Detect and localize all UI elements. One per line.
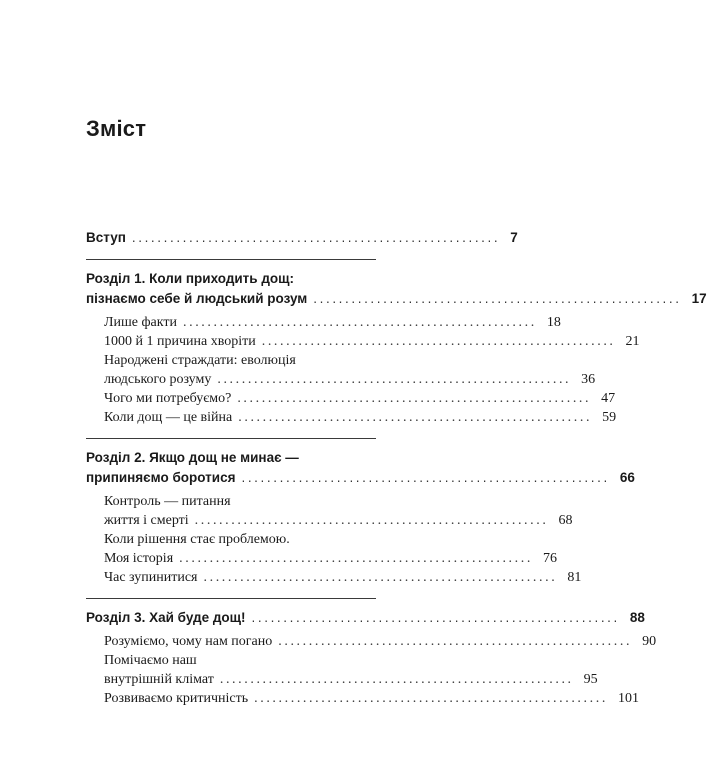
dot-leader: .......................................................... [278,634,633,649]
toc-subentry[interactable] [104,632,657,651]
toc-subentry[interactable] [86,492,573,530]
toc-page-number: 7 [510,230,518,245]
toc-subentry-title: Лише факти [104,315,177,330]
toc-subentry-title-line: Коли рішення стає проблемою. [104,532,290,547]
toc-subentry-title-line: Помічаємо наш [104,653,197,668]
toc-subentry[interactable] [104,689,639,708]
toc-chapter-3[interactable] [86,608,645,628]
toc-subentry-title: Чого ми потребуємо? [104,391,232,406]
dot-leader: .......................................................... [131,230,501,245]
toc-subentry-title: Розуміємо, чому нам погано [104,634,273,649]
toc-subentry-title-line: Народжені страждати: еволюція [104,353,296,368]
dot-leader: .......................................................... [254,691,608,706]
toc-page-number: 81 [567,570,582,585]
toc-subentry-title: Коли дощ — це війна [104,410,233,425]
dot-leader: .......................................................... [194,513,549,528]
toc-entry-intro[interactable] [86,228,518,248]
toc-subentry[interactable] [104,568,582,587]
toc-page-number: 21 [625,334,640,349]
toc-page-number: 17 [691,291,707,306]
toc-page-number: 76 [542,551,557,566]
dot-leader: .......................................................... [237,391,592,406]
toc-page-number: 68 [558,513,573,528]
toc-subentry-title: 1000 й 1 причина хворіти [104,334,256,349]
toc-subentry[interactable] [104,313,561,332]
dot-leader: .......................................................... [241,470,610,485]
dot-leader: .......................................................... [313,291,682,306]
dot-leader: .......................................................... [261,334,616,349]
dot-leader: .......................................................... [251,610,620,625]
dot-leader: .......................................................... [219,672,574,687]
dot-leader: .......................................................... [238,410,593,425]
chapter-title-line: Розділ 3. Хай буде дощ! [86,610,246,625]
toc-page-number: 88 [629,610,645,625]
toc-page-number: 95 [583,672,598,687]
toc-subentry[interactable] [104,332,640,351]
toc-subentry-title-line: Контроль — питання [104,494,231,509]
page-title: Зміст [86,116,147,141]
toc-page-number: 47 [601,391,616,406]
toc-page-number: 66 [619,470,635,485]
toc-chapter-2[interactable] [86,448,635,488]
toc-subentry[interactable] [86,651,598,689]
toc-page-number: 90 [642,634,657,649]
toc-subentry-title: людського розуму [104,372,212,387]
toc-page-number: 36 [581,372,596,387]
chapter-title-line: Розділ 1. Коли приходить дощ: [86,271,295,286]
chapter-title-line: Розділ 2. Якщо дощ не минає — [86,450,299,465]
toc-subentry[interactable] [104,408,617,427]
toc-subentry-title: життя і смерті [104,513,189,528]
toc-subentry-title: Розвиваємо критичність [104,691,249,706]
toc-page-number: 18 [546,315,561,330]
toc-chapter-1[interactable] [86,269,707,309]
toc-subentry-title: Моя історія [104,551,174,566]
dot-leader: .......................................................... [179,551,533,566]
table-of-contents [86,228,707,708]
toc-page-number: 101 [617,691,639,706]
toc-entry-title: Вступ [86,230,126,245]
toc-subentry-title: внутрішній клімат [104,672,214,687]
chapter-title-line: пізнаємо себе й людський розум [86,291,308,306]
dot-leader: .......................................................... [203,570,558,585]
toc-subentry-title: Час зупинитися [104,570,198,585]
dot-leader: .......................................................... [183,315,537,330]
toc-subentry[interactable] [104,389,616,408]
chapter-title-line: припиняємо боротися [86,470,236,485]
toc-page-number: 59 [602,410,617,425]
toc-subentry[interactable] [86,530,557,568]
toc-subentry[interactable] [86,351,596,389]
dot-leader: .......................................................... [217,372,572,387]
